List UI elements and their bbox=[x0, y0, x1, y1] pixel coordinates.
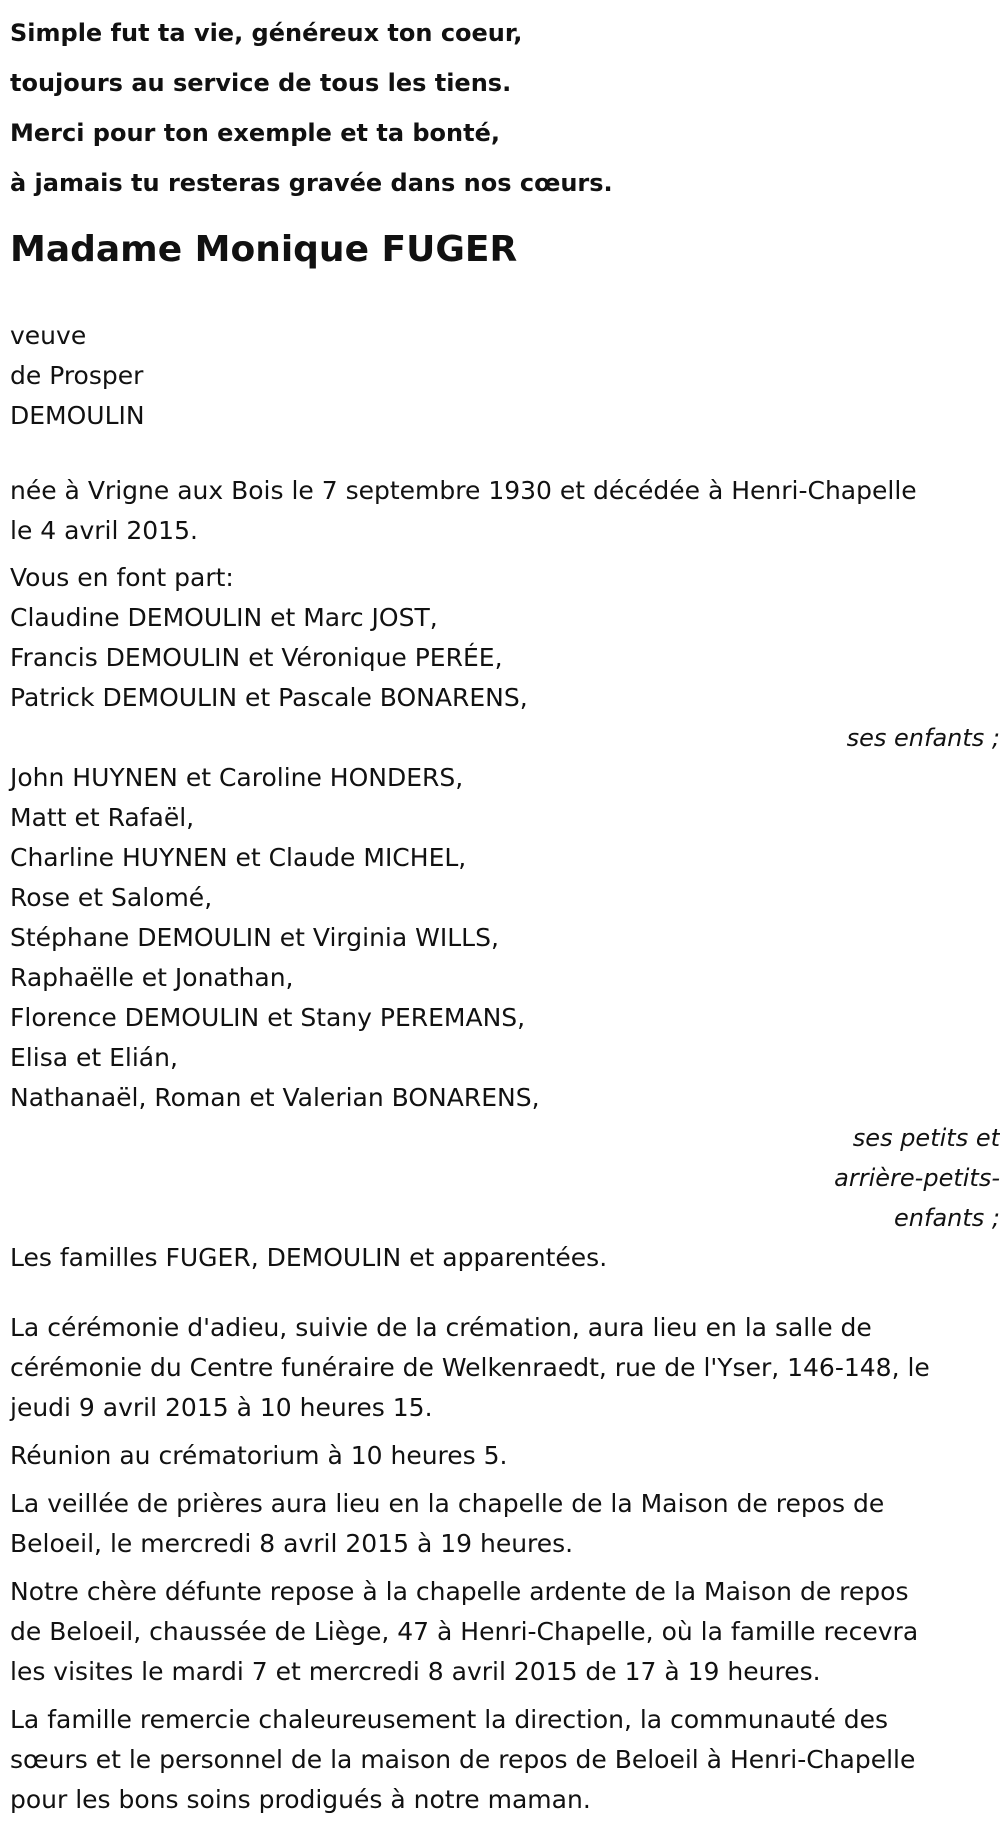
grandchildren-role-line: ses petits et bbox=[852, 1124, 1000, 1152]
grandchildren-role-line: arrière-petits- bbox=[834, 1164, 1000, 1192]
child-line: Patrick DEMOULIN et Pascale BONARENS, bbox=[10, 683, 528, 712]
ceremony-line: jeudi 9 avril 2015 à 10 heures 15. bbox=[10, 1393, 433, 1422]
grandchild-line: Raphaëlle et Jonathan, bbox=[10, 963, 294, 992]
grandchildren-role bbox=[10, 1118, 1000, 1238]
grandchild-line: Florence DEMOULIN et Stany PEREMANS, bbox=[10, 1003, 526, 1032]
grandchild-line: Charline HUYNEN et Claude MICHEL, bbox=[10, 843, 467, 872]
children-role-label: ses enfants ; bbox=[846, 724, 1000, 752]
child-line: Claudine DEMOULIN et Marc JOST, bbox=[10, 603, 438, 632]
grandchild-line: Stéphane DEMOULIN et Virginia WILLS, bbox=[10, 923, 499, 952]
thanks-paragraph bbox=[10, 1700, 1000, 1820]
vigil-line: La veillée de prières aura lieu en la chapelle de la Maison de repos de bbox=[10, 1489, 885, 1518]
thanks-line: La famille remercie chaleureusement la direction, la communauté des bbox=[10, 1705, 889, 1734]
grandchild-line: Elisa et Elián, bbox=[10, 1043, 178, 1072]
ceremony-line: cérémonie du Centre funéraire de Welkenraedt, rue de l'Yser, 146-148, le bbox=[10, 1353, 930, 1382]
spouse-line: veuve bbox=[10, 321, 87, 350]
announcement-intro-block bbox=[10, 558, 1000, 718]
poem bbox=[10, 8, 1000, 208]
crematorium-paragraph bbox=[10, 1436, 1000, 1476]
ceremony-paragraph bbox=[10, 1308, 1000, 1428]
deceased-name: Madame Monique FUGER bbox=[10, 229, 518, 270]
grandchildren-role-line: enfants ; bbox=[894, 1204, 1000, 1232]
poem-line: Simple fut ta vie, généreux ton coeur, bbox=[10, 19, 523, 47]
poem-line: à jamais tu resteras gravée dans nos cœurs. bbox=[10, 169, 613, 197]
crematorium-line: Réunion au crématorium à 10 heures 5. bbox=[10, 1441, 508, 1470]
spouse-line: DEMOULIN bbox=[10, 401, 145, 430]
visit-line: de Beloeil, chaussée de Liège, 47 à Henri-Chapelle, où la famille recevra bbox=[10, 1617, 919, 1646]
announcement-intro: Vous en font part: bbox=[10, 563, 234, 592]
child-line: Francis DEMOULIN et Véronique PERÉE, bbox=[10, 643, 503, 672]
obituary-page bbox=[0, 8, 1000, 1839]
spouse-line: de Prosper bbox=[10, 361, 144, 390]
birth-death-info bbox=[10, 471, 1000, 551]
families-block bbox=[10, 1238, 1000, 1278]
birth-death-line: le 4 avril 2015. bbox=[10, 516, 198, 545]
grandchild-line: John HUYNEN et Caroline HONDERS, bbox=[10, 763, 464, 792]
ceremony-line: La cérémonie d'adieu, suivie de la crémation, aura lieu en la salle de bbox=[10, 1313, 872, 1342]
vigil-line: Beloeil, le mercredi 8 avril 2015 à 19 heures. bbox=[10, 1529, 574, 1558]
birth-death-line: née à Vrigne aux Bois le 7 septembre 1930 et décédée à Henri-Chapelle bbox=[10, 476, 917, 505]
thanks-line: pour les bons soins prodigués à notre maman. bbox=[10, 1785, 591, 1814]
poem-line: Merci pour ton exemple et ta bonté, bbox=[10, 119, 500, 147]
poem-line: toujours au service de tous les tiens. bbox=[10, 69, 512, 97]
grandchild-line: Matt et Rafaël, bbox=[10, 803, 195, 832]
grandchild-line: Nathanaël, Roman et Valerian BONARENS, bbox=[10, 1083, 540, 1112]
visit-paragraph bbox=[10, 1572, 1000, 1692]
families-line: Les familles FUGER, DEMOULIN et apparentées. bbox=[10, 1243, 608, 1272]
grandchild-line: Rose et Salomé, bbox=[10, 883, 213, 912]
children-role bbox=[10, 718, 1000, 758]
spouse-info bbox=[10, 316, 1000, 436]
visit-line: Notre chère défunte repose à la chapelle ardente de la Maison de repos bbox=[10, 1577, 909, 1606]
vigil-paragraph bbox=[10, 1484, 1000, 1564]
thanks-line: sœurs et le personnel de la maison de repos de Beloeil à Henri-Chapelle bbox=[10, 1745, 916, 1774]
obituary-content bbox=[10, 8, 1000, 1820]
visit-line: les visites le mardi 7 et mercredi 8 avril 2015 de 17 à 19 heures. bbox=[10, 1657, 821, 1686]
grandchildren-list bbox=[10, 758, 1000, 1118]
